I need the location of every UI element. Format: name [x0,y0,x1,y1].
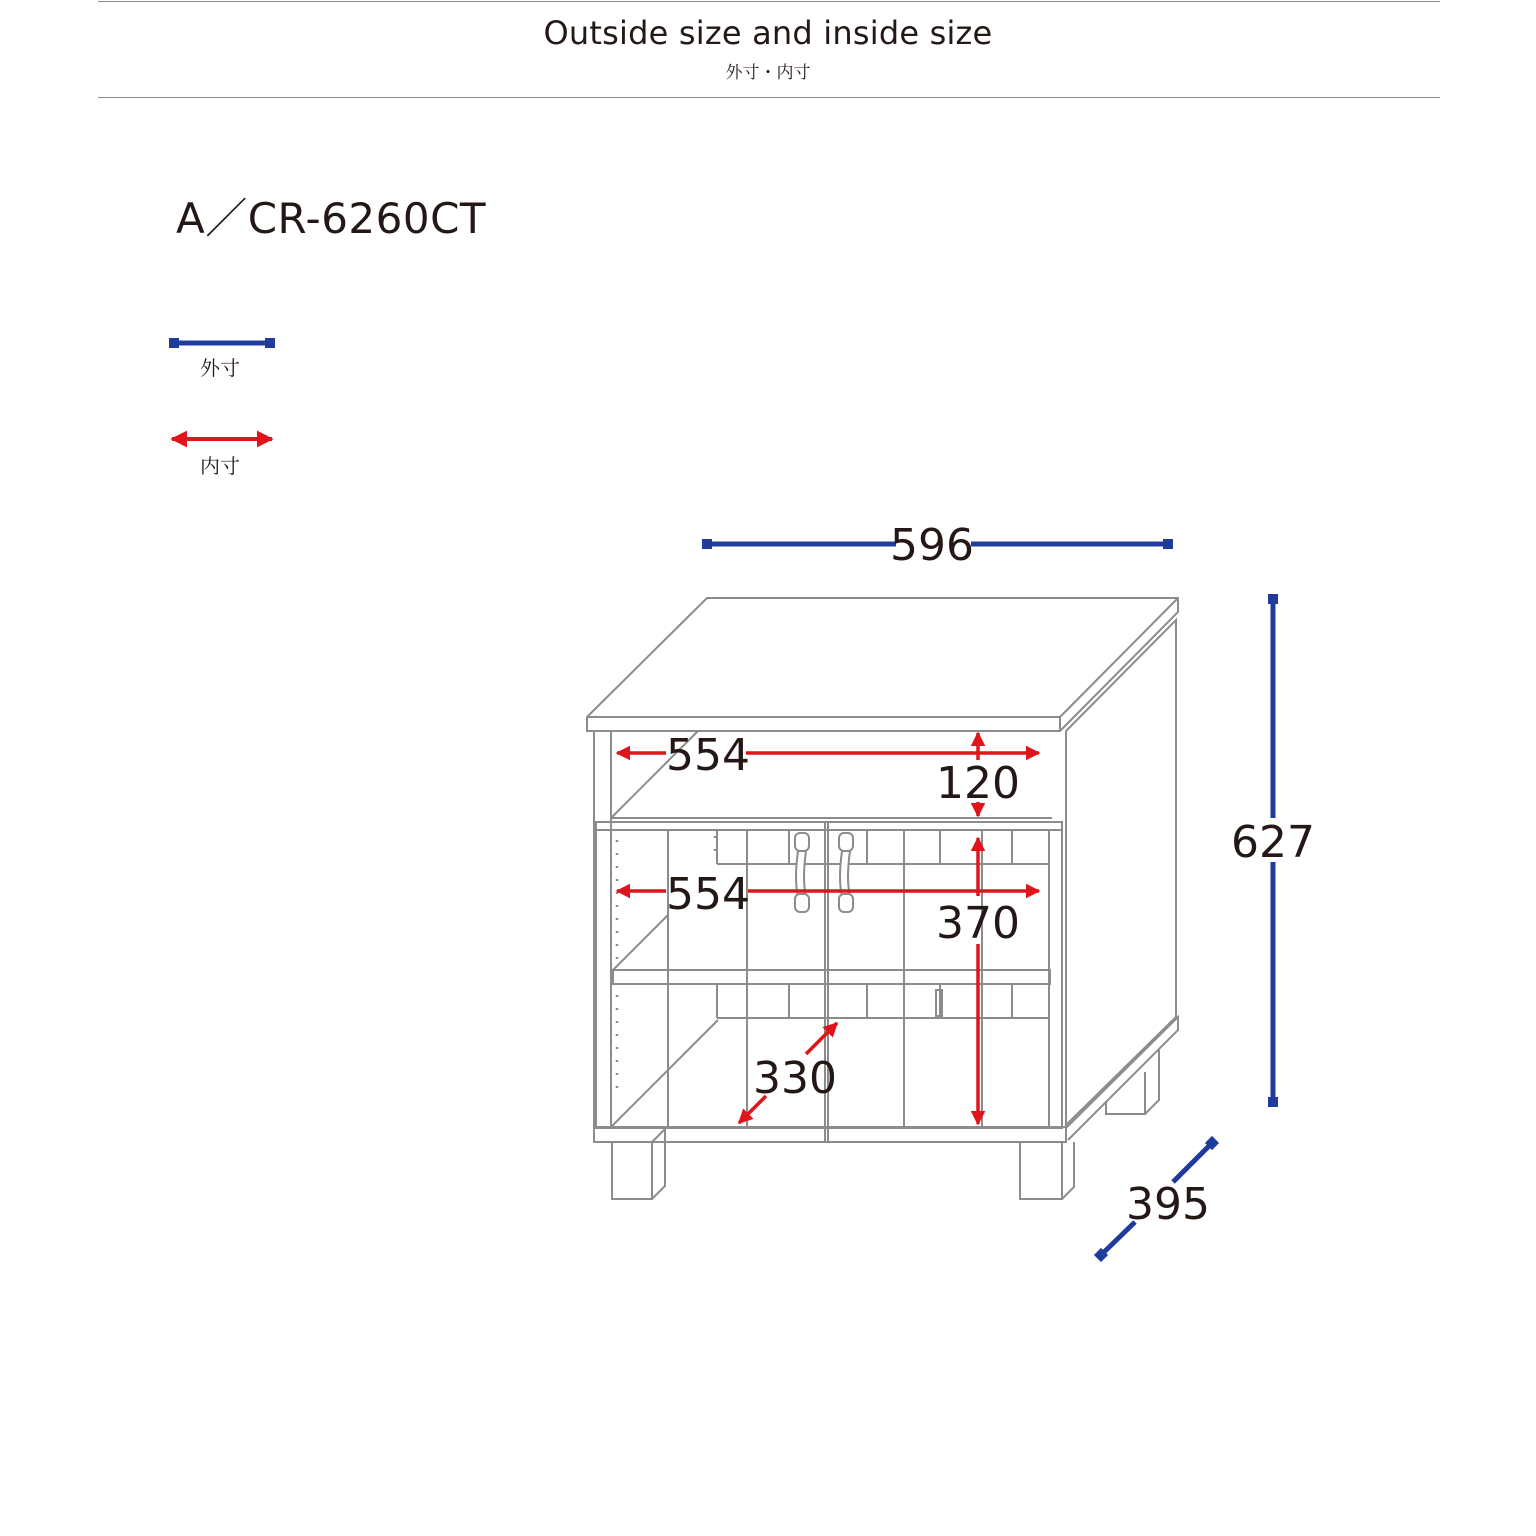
legend-outer-label: 外寸 [200,356,240,380]
page-title: Outside size and inside size [543,14,993,52]
left-door-handle [795,833,809,912]
legend-outer-line [169,338,275,348]
inner-top-height-value: 120 [936,758,1020,809]
inner-top-width-value: 554 [666,730,750,781]
page-subtitle: 外寸・内寸 [725,63,811,83]
model-number: A／CR-6260CT [176,194,487,243]
outer-depth-value: 395 [1126,1179,1210,1230]
right-door-handle [839,833,853,912]
inner-main-height-value: 370 [936,898,1020,949]
legend-inner-label: 内寸 [200,454,240,478]
outer-width-value: 596 [890,520,974,571]
inner-depth-value: 330 [753,1053,837,1104]
inner-main-width-value: 554 [666,869,750,920]
outer-height-value: 627 [1231,817,1315,868]
